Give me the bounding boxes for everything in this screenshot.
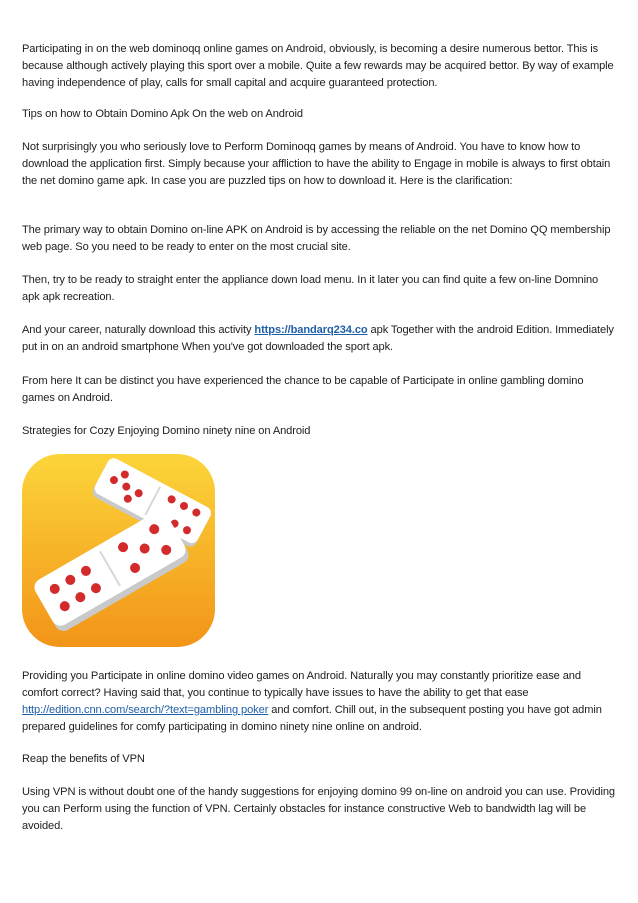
heading-strategies: Strategies for Cozy Enjoying Domino ninety nine on Android [22, 425, 311, 437]
paragraph-ease-comfort [22, 668, 618, 736]
domino-app-icon [22, 454, 215, 647]
heading-download-tips: Tips on how to Obtain Domino Apk On the web on Android [22, 108, 303, 120]
paragraph-text: Providing you Participate in online domino video games on Android. Naturally you may constantly prioritize ease and comfort correct? Having said that, you continue to typically have issues to have the ability to get that ease [22, 670, 581, 699]
paragraph-text: and comfort. Chill out, in the subsequent posting you have got admin prepared guidelines for comfy participating in domino ninety nine online on android. [22, 704, 602, 733]
paragraph-download-activity [22, 322, 618, 356]
cnn-search-link[interactable]: http://edition.cnn.com/search/?text=gambling poker [22, 704, 269, 716]
paragraph-download-menu: Then, try to be ready to straight enter the appliance down load menu. In it later you can find quite a few on-line Domnino apk apk recreation. [22, 274, 599, 303]
bandarq-link[interactable]: https://bandarq234.co [254, 324, 368, 336]
paragraph-participate: From here It can be distinct you have experienced the chance to be capable of Participate in online gambling domino games on Android. [22, 375, 584, 404]
paragraph-intro: Participating in on the web dominoqq online games on Android, obviously, is becoming a desire numerous bettor. This is because although actively playing this sport over a mobile. Quite a few rewards may be acquired bettor. By way of example having independence of play, calls for small capital and acquire guaranteed protection. [22, 43, 614, 89]
paragraph-text: And your career, naturally download this activity [22, 324, 255, 336]
paragraph-text: apk Together with the android Edition. Immediately put in on an android smartphone When you've got downloaded the sport apk. [22, 324, 614, 353]
heading-vpn: Reap the benefits of VPN [22, 753, 145, 765]
paragraph-membership-site: The primary way to obtain Domino on-line APK on Android is by accessing the reliable on the net Domino QQ membership web page. So you need to be ready to enter on the most crucial site. [22, 224, 611, 253]
paragraph-vpn: Using VPN is without doubt one of the handy suggestions for enjoying domino 99 on-line on android you can use. Providing you can Perform using the function of VPN. Certainly obstacles for instance constructive Web to bandwidth lag will be avoided. [22, 786, 615, 832]
paragraph-download-apk: Not surprisingly you who seriously love to Perform Dominoqq games by means of Android. You have to know how to download the application first. Simply because your affliction to have the ability to Engage in mobile is always to first obtain the net domino game apk. In case you are puzzled tips on how to download it. Here is the clarification: [22, 141, 611, 187]
